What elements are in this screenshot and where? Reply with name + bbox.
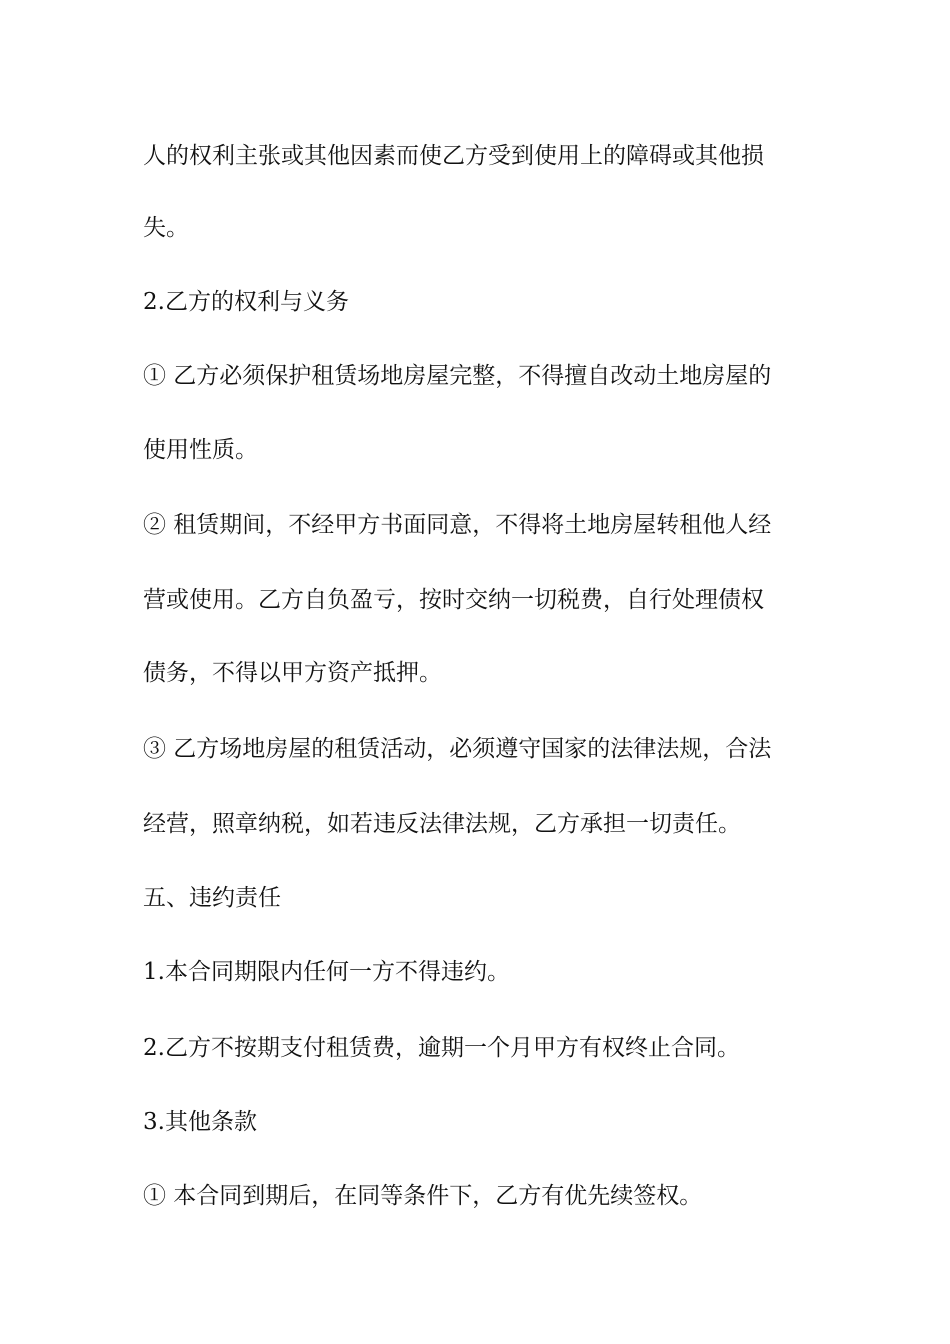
clause-item-2: ② 租赁期间，不经甲方书面同意，不得将土地房屋转租他人经 <box>143 512 772 538</box>
breach-item-1: 1.本合同期限内任何一方不得违约。 <box>143 959 510 985</box>
text-line-8: 债务，不得以甲方资产抵押。 <box>143 660 442 686</box>
clause-item-3: ③ 乙方场地房屋的租赁活动，必须遵守国家的法律法规，合法 <box>143 736 772 762</box>
text-line-2: 失。 <box>143 215 189 241</box>
clause-item-1: ① 乙方必须保护租赁场地房屋完整，不得擅自改动土地房屋的 <box>143 363 772 389</box>
text-line-1: 人的权利主张或其他因素而使乙方受到使用上的障碍或其他损 <box>143 143 764 169</box>
breach-item-2: 2.乙方不按期支付租赁费，逾期一个月甲方有权终止合同。 <box>143 1035 740 1061</box>
section-heading-other: 3.其他条款 <box>143 1109 257 1135</box>
other-item-1: ① 本合同到期后，在同等条件下，乙方有优先续签权。 <box>143 1183 703 1209</box>
text-line-5: 使用性质。 <box>143 437 258 463</box>
text-line-10: 经营，照章纳税，如若违反法律法规，乙方承担一切责任。 <box>143 811 741 837</box>
section-heading-breach: 五、违约责任 <box>143 885 281 911</box>
text-line-7: 营或使用。乙方自负盈亏，按时交纳一切税费，自行处理债权 <box>143 587 764 613</box>
section-heading-2: 2.乙方的权利与义务 <box>143 289 349 315</box>
